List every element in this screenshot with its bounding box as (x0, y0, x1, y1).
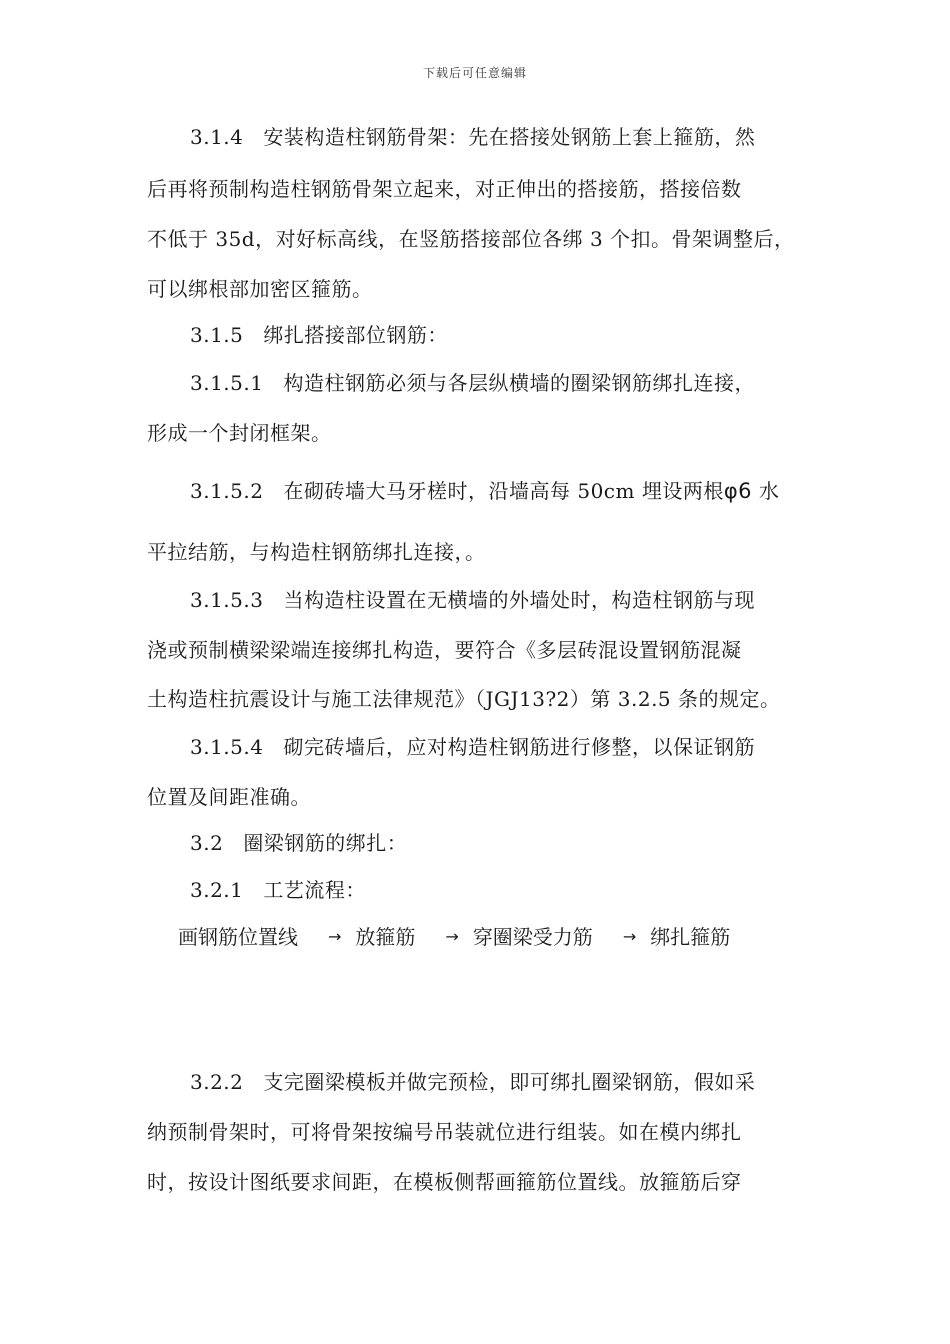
para-3-1-5-3-line-3: 土构造柱抗震设计与施工法律规范》（JGJ13?2）第 3.2.5 条的规定。 (147, 687, 781, 711)
para-text: 安装构造柱钢筋骨架：先在搭接处钢筋上套上箍筋，然 (263, 125, 756, 149)
para-text: 构造柱钢筋必须与各层纵横墙的圈梁钢筋绑扎连接， (283, 371, 755, 395)
para-3-1-4-line-3: 不低于 35d，对好标高线，在竖筋搭接部位各绑 3 个扣。骨架调整后， (147, 227, 795, 251)
para-3-1-5-3-line-1 (190, 590, 755, 610)
para-3-1-5-4-line-2: 位置及间距准确。 (147, 785, 311, 809)
para-3-1-4-line-1 (190, 127, 755, 147)
phi-symbol: φ6 (723, 479, 753, 503)
section-number: 3.1.5 (190, 323, 244, 347)
heading-text: 绑扎搭接部位钢筋： (263, 323, 448, 347)
para-text-end: 水 (758, 479, 780, 503)
section-number: 3.2 (190, 831, 224, 855)
section-number: 3.1.5.2 (190, 479, 264, 503)
para-text: 支完圈梁模板并做完预检，即可绑扎圈梁钢筋，假如采 (263, 1070, 756, 1094)
section-number: 3.1.4 (190, 125, 244, 149)
para-3-1-5-4-line-1 (190, 737, 755, 757)
para-text: 当构造柱设置在无横墙的外墙处时，构造柱钢筋与现 (283, 588, 755, 612)
page-header-note: 下载后可任意编辑 (422, 66, 527, 80)
heading-text: 工艺流程： (263, 878, 366, 902)
arrow-right-icon: → (445, 927, 459, 946)
section-number: 3.1.5.1 (190, 371, 264, 395)
heading-3-2-1 (190, 880, 366, 900)
para-3-1-4-line-4: 可以绑根部加密区箍筋。 (147, 277, 373, 301)
section-number: 3.1.5.3 (190, 588, 264, 612)
section-number: 3.2.2 (190, 1070, 244, 1094)
para-3-1-5-3-line-2: 浇或预制横梁梁端连接绑扎构造，要符合《多层砖混设置钢筋混凝 (147, 638, 742, 662)
process-flow (178, 927, 730, 947)
arrow-right-icon: → (622, 927, 637, 946)
para-text: 砌完砖墙后，应对构造柱钢筋进行修整，以保证钢筋 (283, 735, 755, 759)
para-3-2-2-line-3: 时，按设计图纸要求间距，在模板侧帮画箍筋位置线。放箍筋后穿 (147, 1170, 742, 1194)
arrow-right-icon: → (328, 927, 342, 946)
heading-3-2 (190, 833, 407, 853)
flow-step: 放箍筋 (355, 925, 416, 949)
flow-step: 穿圈梁受力筋 (472, 925, 593, 949)
para-3-2-2-line-2: 纳预制骨架时，可将骨架按编号吊装就位进行组装。如在模内绑扎 (147, 1120, 742, 1144)
para-3-1-5-2-line-2: 平拉结筋，与构造柱钢筋绑扎连接，。 (147, 540, 486, 564)
para-3-1-5-1-line-2: 形成一个封闭框架。 (147, 421, 332, 445)
section-number: 3.2.1 (190, 878, 244, 902)
para-3-1-5-1-line-1 (190, 373, 755, 393)
heading-text: 圈梁钢筋的绑扎： (243, 831, 408, 855)
heading-3-1-5 (190, 325, 448, 345)
section-number: 3.1.5.4 (190, 735, 264, 759)
flow-step: 绑扎箍筋 (650, 925, 731, 949)
para-3-1-5-2-line-1 (190, 481, 779, 502)
flow-step: 画钢筋位置线 (178, 925, 298, 949)
para-3-2-2-line-1 (190, 1072, 755, 1092)
para-3-1-4-line-2: 后再将预制构造柱钢筋骨架立起来，对正伸出的搭接筋，搭接倍数 (147, 177, 742, 201)
para-text: 在砌砖墙大马牙槎时，沿墙高每 50cm 埋设两根 (283, 479, 724, 503)
